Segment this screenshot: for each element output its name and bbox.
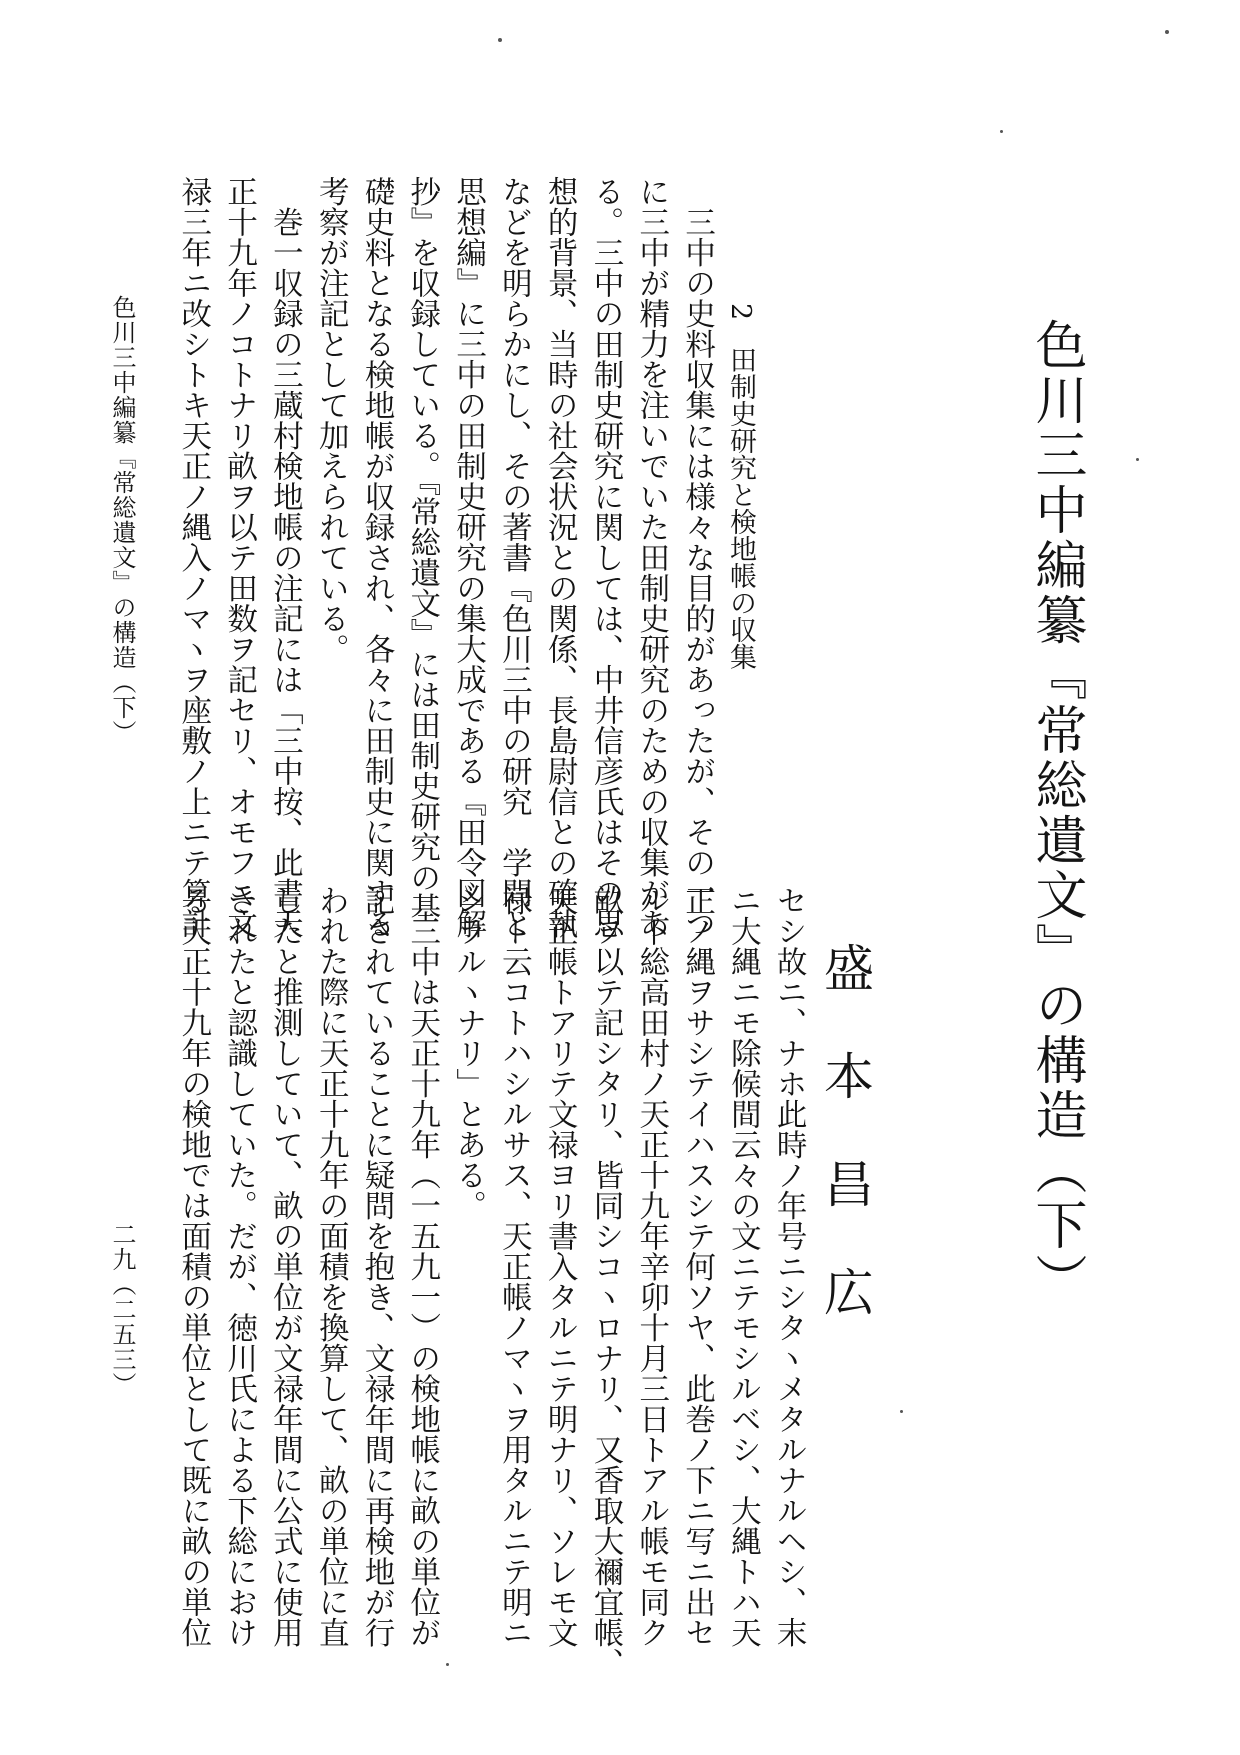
scan-speck	[1136, 458, 1139, 461]
section-number: 2	[725, 303, 756, 321]
page-number: 二九（二五三）	[108, 1222, 136, 1397]
text-line: われた際に天正十九年の面積を換算して、畝の単位に直	[313, 885, 349, 1648]
body-text-upper	[170, 176, 720, 939]
text-line: 禄三年ニ改シトキ天正ノ縄入ノマヽヲ座敷ノ上ニテ算計	[175, 176, 211, 939]
text-line: 抄』を収録している。『常総遺文』には田制史研究の基	[404, 176, 440, 924]
running-head: 色川三中編纂『常総遺文』の構造（下）	[108, 295, 136, 745]
text-line: セシ故ニ、ナホ此時ノ年号ニシタヽメタルナルヘシ、末	[771, 885, 807, 1648]
text-line: る。三中の田制史研究に関しては、中井信彦氏はその思	[587, 176, 623, 939]
text-line: 考察が注記として加えられている。	[313, 176, 349, 664]
text-line: などを明らかにし、その著書『色川三中の研究 学問と	[496, 176, 532, 939]
text-line: 巻一収録の三蔵村検地帳の注記には「三中按、此書天	[267, 176, 303, 939]
text-line: 三中の史料収集には様々な目的があったが、その一つ	[679, 176, 715, 939]
text-line: 思想編』に三中の田制史研究の集大成である『田令図解	[450, 176, 486, 939]
text-line: 三中は天正十九年（一五九一）の検地帳に畝の単位が	[404, 885, 440, 1648]
scan-speck	[1165, 30, 1169, 34]
scan-speck	[900, 1410, 903, 1413]
text-line: したと推測していて、畝の単位が文禄年間に公式に使用	[267, 885, 303, 1648]
section-title: 田制史研究と検地帳の収集	[725, 346, 756, 671]
text-line: に三中が精力を注いでいた田制史研究のための収集があ	[633, 176, 669, 939]
text-line: 禄ト云コトハシルサス、天正帳ノマヽヲ用タルニテ明ニ	[496, 885, 532, 1648]
body-text-lower	[170, 885, 811, 1678]
text-line: 記されていることに疑問を抱き、文禄年間に再検地が行	[358, 885, 394, 1648]
author-name: 盛本昌広	[816, 942, 874, 1374]
text-line: ル下総高田村ノ天正十九年辛卯十月三日トアル帳モ同ク	[633, 885, 669, 1648]
scan-speck	[498, 38, 502, 42]
section-heading	[727, 303, 754, 670]
text-line: 畝ヲ以テ記シタリ、皆同シコヽロナリ、又香取大禰宜帳、	[587, 885, 623, 1678]
article-title: 色川三中編纂『常総遺文』の構造（下）	[1026, 318, 1086, 1308]
text-line: ニ大縄ニモ除候間云々の文ニテモシルベシ、大縄トハ天	[725, 885, 761, 1648]
scan-speck	[1000, 130, 1003, 133]
scan-speck	[446, 1663, 449, 1666]
text-line: る天正十九年の検地では面積の単位として既に畝の単位	[175, 885, 211, 1648]
text-line: 想的背景、当時の社会状況との関係、長島尉信との確執	[542, 176, 578, 939]
text-line: 礎史料となる検地帳が収録され、各々に田制史に関する	[358, 176, 394, 939]
text-line: 正十九年ノコトナリ畝ヲ以テ田数ヲ記セリ、オモフニ文	[221, 176, 257, 939]
text-line: されたと認識していた。だが、徳川氏による下総におけ	[221, 885, 257, 1648]
text-line: 天正帳トアリテ文禄ヨリ書入タルニテ明ナリ、ソレモ文	[542, 885, 578, 1648]
text-line: シラルヽナリ」とある。	[450, 885, 486, 1221]
text-line: 正ノ縄ヲサシテイハスシテ何ソヤ、此巻ノ下ニ写ニ出セ	[679, 885, 715, 1648]
